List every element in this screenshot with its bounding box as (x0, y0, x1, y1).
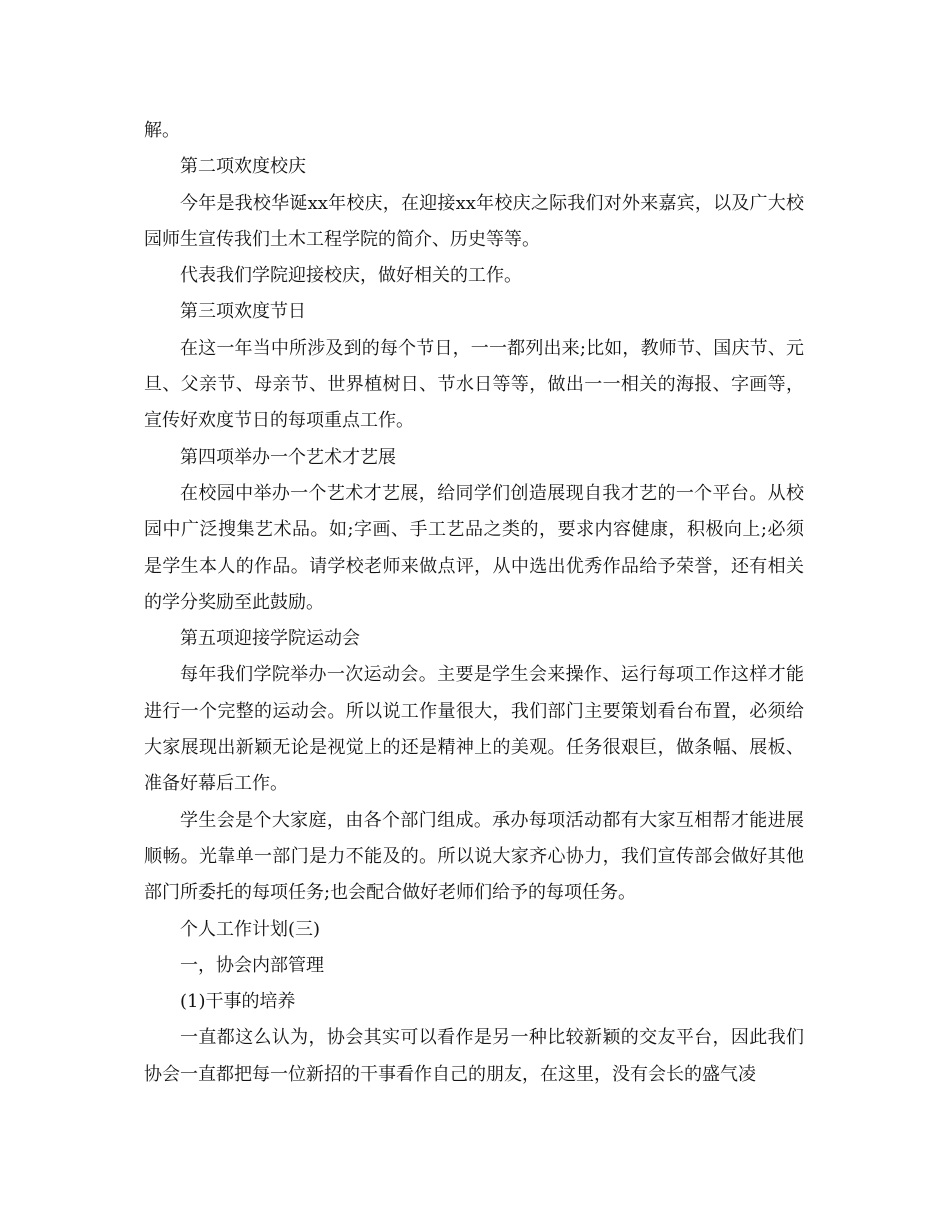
paragraph-continuation: 解。 (144, 120, 180, 141)
document-page (144, 113, 804, 1093)
section-heading-campus-anniversary: 第二项欢度校庆 (180, 156, 306, 178)
paragraph-art-exhibition: 在校园中举办一个艺术才艺展，给同学们创造展现自我才艺的一个平台。从校园中广泛搜集艺术品。如;字画、手工艺品之类的，要求内容健康，积极向上;必须是学生本人的作品。请学校老师来做点评，从中选出优秀作品给予荣誉，还有相关的学分奖励至此鼓励。 (144, 482, 804, 613)
paragraph-festivals: 在这一年当中所涉及到的每个节日，一一都列出来;比如，教师节、国庆节、元旦、父亲节、母亲节、世界植树日、节水日等等，做出一一相关的海报、字画等，宣传好欢度节日的每项重点工作。 (144, 337, 804, 432)
section-heading-festivals: 第三项欢度节日 (180, 301, 306, 323)
subheading-staff-training: (1)干事的培养 (180, 991, 296, 1013)
section-heading-sports-meet: 第五项迎接学院运动会 (180, 628, 360, 650)
paragraph-anniversary-work: 代表我们学院迎接校庆，做好相关的工作。 (180, 265, 522, 287)
paragraph-staff-training: 一直都这么认为，协会其实可以看作是另一种比较新颖的交友平台，因此我们协会一直都把每一位新招的干事看作自己的朋友，在这里，没有会长的盛气凌 (144, 1027, 804, 1085)
paragraph-student-union: 学生会是个大家庭，由各个部门组成。承办每项活动都有大家互相帮才能进展顺畅。光靠单一部门是力不能及的。所以说大家齐心协力，我们宣传部会做好其他部门所委托的每项任务;也会配合做好老师们给予的每项任务。 (144, 809, 804, 904)
subheading-internal-management: 一，协会内部管理 (180, 954, 324, 976)
section-heading-personal-plan-3: 个人工作计划(三) (180, 918, 321, 940)
section-heading-art-exhibition: 第四项举办一个艺术才艺展 (180, 446, 396, 468)
paragraph-anniversary-intro: 今年是我校华诞xx年校庆，在迎接xx年校庆之际我们对外来嘉宾，以及广大校园师生宣传我们土木工程学院的简介、历史等等。 (144, 192, 804, 250)
paragraph-sports-meet: 每年我们学院举办一次运动会。主要是学生会来操作、运行每项工作这样才能进行一个完整的运动会。所以说工作量很大，我们部门主要策划看台布置，必须给大家展现出新颖无论是视觉上的还是精神上的美观。任务很艰巨，做条幅、展板、准备好幕后工作。 (144, 664, 804, 795)
